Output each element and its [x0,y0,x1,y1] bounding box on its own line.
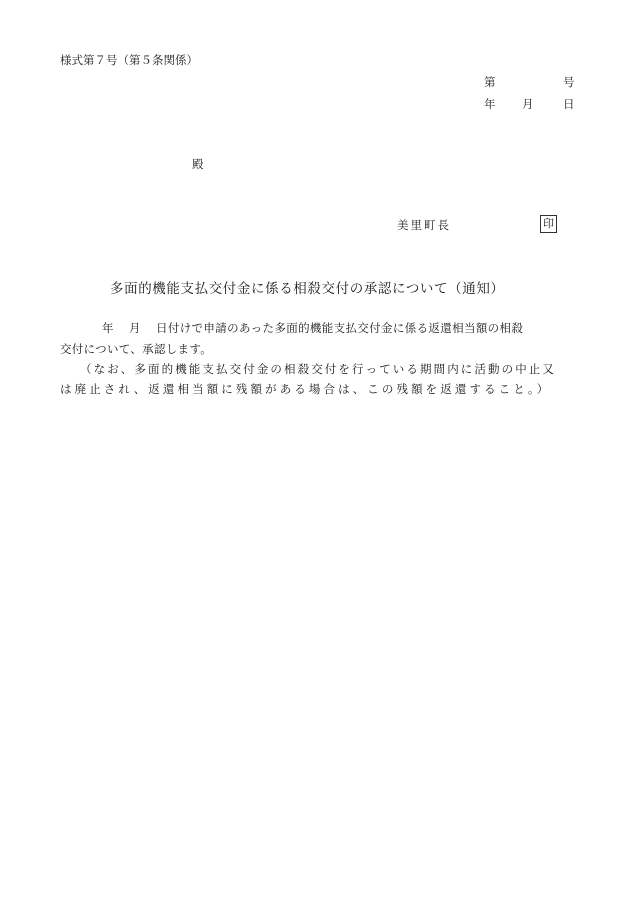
addressee-honorific: 殿 [192,157,204,171]
document-title: 多面的機能支払交付金に係る相殺交付の承認について（通知） [110,281,505,297]
date-year-label: 年 [484,97,496,111]
document-number-label: 第 [484,75,496,89]
body-line-1-text: 日付けで申請のあった多面的機能支払交付金に係る返還相当額の相殺 [156,321,524,335]
body-line-3: （なお、多面的機能支払交付金の相殺交付を行っている期間内に活動の中止又 [80,362,556,376]
date-month-label: 月 [522,97,534,111]
seal-mark: 印 [540,215,557,233]
body-month-label: 月 [129,321,141,335]
form-number: 様式第７号（第５条関係） [60,53,198,67]
sender-name: 美里町長 [397,218,451,232]
date-day-label: 日 [563,97,575,111]
body-line-4: は廃止され、返還相当額に残額がある場合は、この残額を返還すること。） [60,382,552,396]
body-line-2: 交付について、承認します。 [60,342,213,356]
body-year-label: 年 [102,321,114,335]
document-number-suffix: 号 [563,75,575,89]
